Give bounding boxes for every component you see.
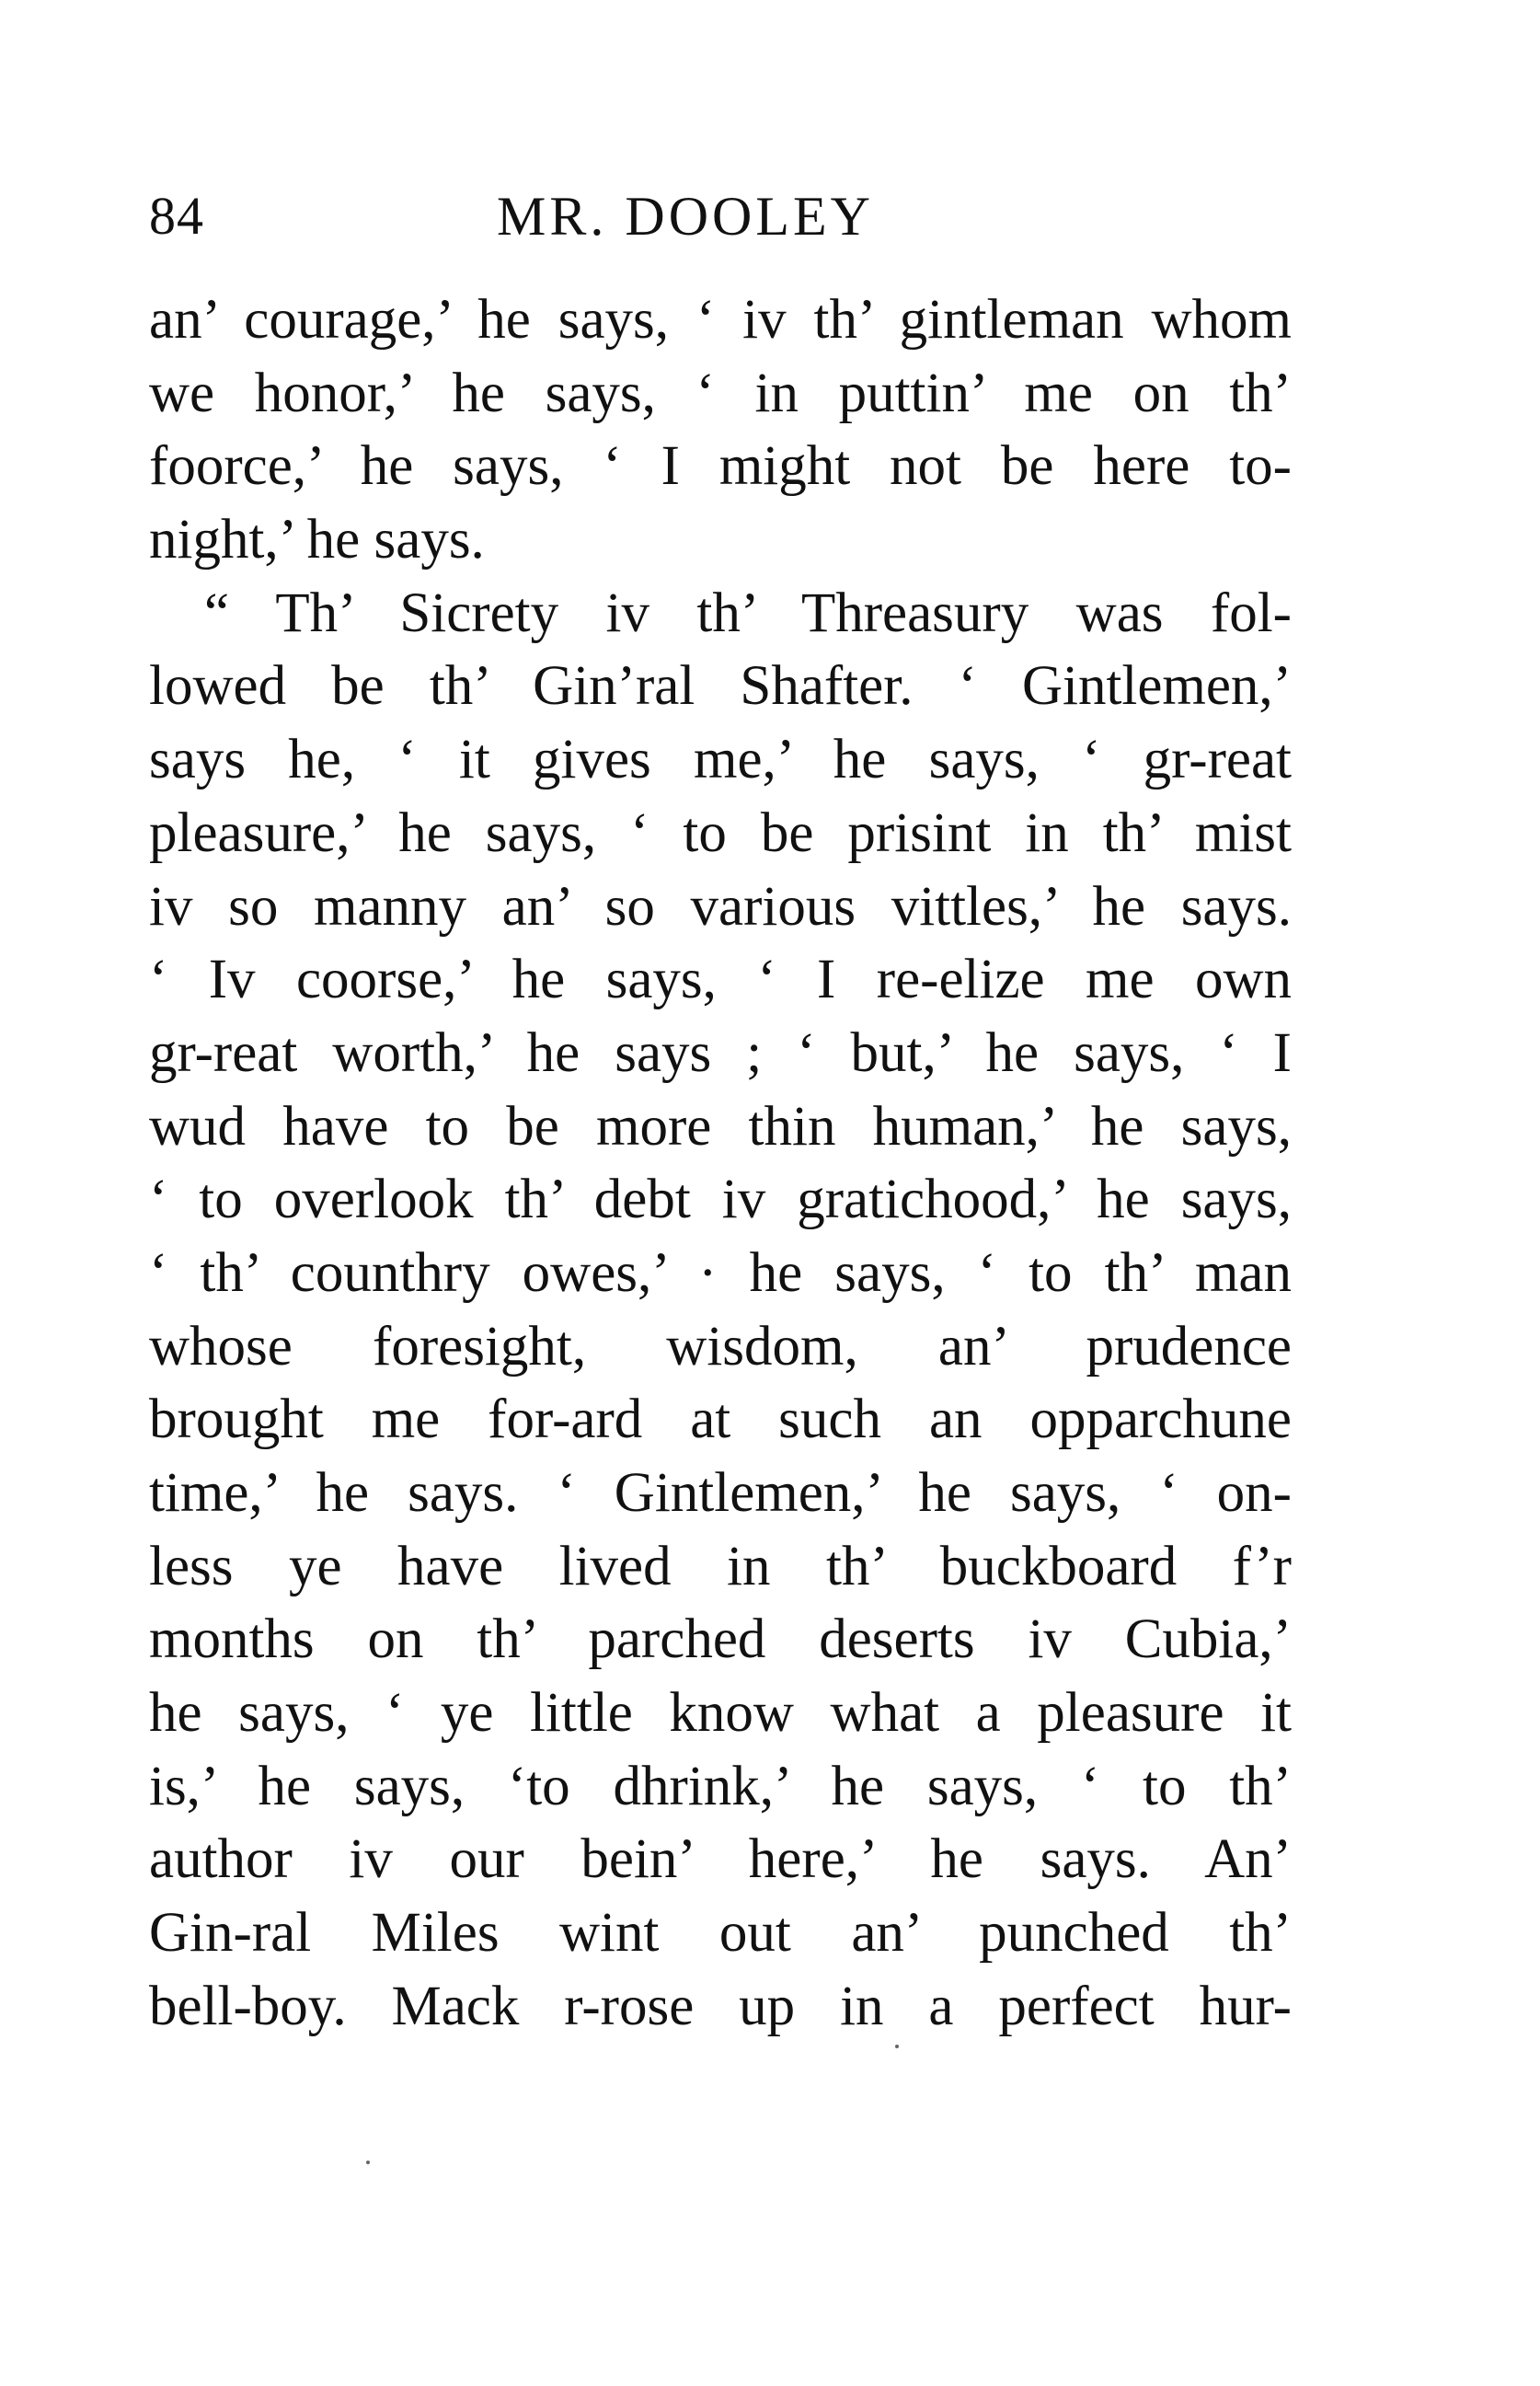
text-line: gr-reat worth,’ he says ; ‘ but,’ he says, ‘ I [149, 1021, 1292, 1084]
text-line: is,’ he says, ‘to dhrink,’ he says, ‘ to th’ [149, 1755, 1292, 1817]
text-line: months on th’ parched deserts iv Cubia,’ [149, 1608, 1292, 1671]
text-line: iv so manny an’ so various vittles,’ he says. [149, 875, 1292, 938]
paper-speck [366, 2161, 370, 2164]
text-line: night,’ he says. [149, 509, 485, 571]
text-line: says he, ‘ it gives me,’ he says, ‘ gr-reat [149, 729, 1292, 791]
text-line: bell-boy. Mack r-rose up in a perfect hur- [149, 1975, 1292, 2037]
text-line: we honor,’ he says, ‘ in puttin’ me on th’ [149, 362, 1292, 424]
text-line: foorce,’ he says, ‘ I might not be here to- [149, 435, 1292, 498]
page-number: 84 [149, 186, 204, 246]
paragraph-first-line: “ Th’ Sicrety iv th’ Threasury was fol- [204, 582, 1292, 644]
text-line: brought me for-ard at such an opparchune [149, 1389, 1292, 1451]
text-line: lowed be th’ Gin’ral Shafter. ‘ Gintlemen,’ [149, 655, 1292, 718]
text-line: whose foresight, wisdom, an’ prudence [149, 1315, 1292, 1377]
text-line: pleasure,’ he says, ‘ to be prisint in th’ mist [149, 801, 1292, 864]
text-line: author iv our bein’ here,’ he says. An’ [149, 1828, 1292, 1891]
text-line: ‘ to overlook th’ debt iv gratichood,’ he says, [149, 1169, 1292, 1231]
text-line: wud have to be more thin human,’ he says, [149, 1095, 1292, 1158]
text-line: Gin-ral Miles wint out an’ punched th’ [149, 1902, 1292, 1965]
paper-speck [895, 2045, 899, 2048]
text-line: an’ courage,’ he says, ‘ iv th’ gintleman whom [149, 289, 1292, 351]
text-line: time,’ he says. ‘ Gintlemen,’ he says, ‘ on- [149, 1462, 1292, 1524]
body-text [149, 283, 1292, 2044]
text-line: he says, ‘ ye little know what a pleasure it [149, 1682, 1292, 1745]
text-line: ‘ th’ counthry owes,’ · he says, ‘ to th’ man [149, 1241, 1292, 1304]
running-head [149, 175, 1290, 258]
running-title: MR. DOOLEY [497, 186, 874, 247]
text-line: ‘ Iv coorse,’ he says, ‘ I re-elize me own [149, 949, 1292, 1011]
text-line: less ye have lived in th’ buckboard f’r [149, 1535, 1292, 1597]
